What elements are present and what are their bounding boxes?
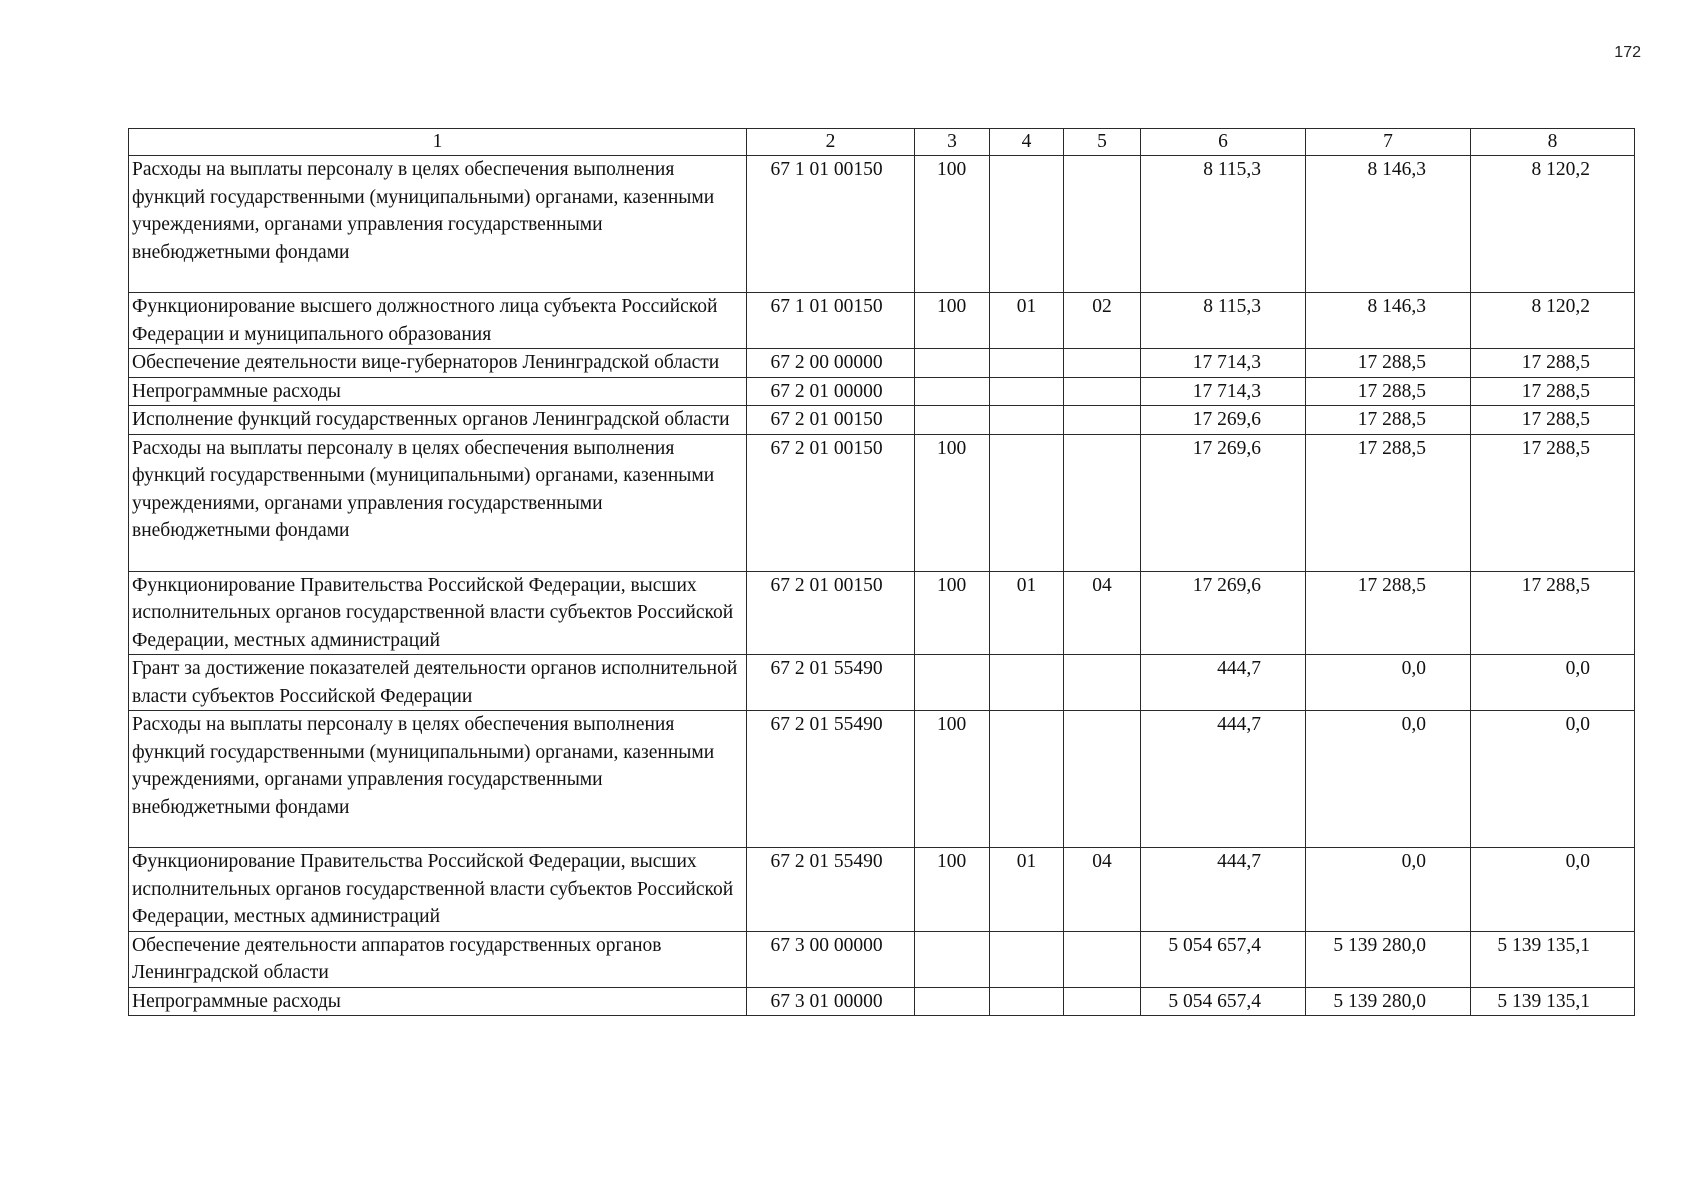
cell-amount-7: 5 139 280,0 [1306,931,1471,987]
cell-target-code: 67 2 01 00150 [747,406,915,435]
cell-name: Расходы на выплаты персоналу в целях обеспечения выполнения функций государственными (муниципальными) органами, казенными учреждениями, органами управления государственными внебюджетными фондами [129,711,747,848]
cell-section [990,156,1064,293]
cell-section: 01 [990,848,1064,932]
cell-name: Расходы на выплаты персоналу в целях обеспечения выполнения функций государственными (муниципальными) органами, казенными учреждениями, органами управления государственными внебюджетными фондами [129,434,747,571]
table-row [129,156,1635,293]
cell-amount-7: 17 288,5 [1306,571,1471,655]
cell-subsection [1064,655,1141,711]
cell-expense-type [915,377,990,406]
header-col-4: 4 [990,129,1064,156]
cell-target-code: 67 1 01 00150 [747,156,915,293]
cell-name: Функционирование Правительства Российской Федерации, высших исполнительных органов государственной власти субъектов Российской Федерации, местных администраций [129,848,747,932]
cell-target-code: 67 3 00 00000 [747,931,915,987]
header-col-1: 1 [129,129,747,156]
cell-name: Функционирование Правительства Российской Федерации, высших исполнительных органов государственной власти субъектов Российской Федерации, местных администраций [129,571,747,655]
cell-subsection [1064,987,1141,1016]
cell-subsection [1064,931,1141,987]
cell-amount-8: 0,0 [1471,655,1635,711]
table-row [129,848,1635,932]
header-col-7: 7 [1306,129,1471,156]
cell-expense-type: 100 [915,711,990,848]
header-col-5: 5 [1064,129,1141,156]
cell-amount-6: 5 054 657,4 [1141,987,1306,1016]
cell-name: Обеспечение деятельности вице-губернаторов Ленинградской области [129,349,747,378]
cell-amount-6: 8 115,3 [1141,293,1306,349]
cell-amount-6: 17 269,6 [1141,571,1306,655]
cell-section [990,377,1064,406]
header-row [129,129,1635,156]
cell-subsection [1064,349,1141,378]
cell-amount-6: 17 269,6 [1141,406,1306,435]
cell-expense-type: 100 [915,848,990,932]
cell-amount-7: 5 139 280,0 [1306,987,1471,1016]
cell-amount-6: 17 269,6 [1141,434,1306,571]
cell-expense-type: 100 [915,293,990,349]
cell-expense-type [915,406,990,435]
header-col-2: 2 [747,129,915,156]
cell-name: Непрограммные расходы [129,377,747,406]
cell-target-code: 67 2 00 00000 [747,349,915,378]
cell-name: Расходы на выплаты персоналу в целях обеспечения выполнения функций государственными (муниципальными) органами, казенными учреждениями, органами управления государственными внебюджетными фондами [129,156,747,293]
cell-expense-type [915,349,990,378]
cell-target-code: 67 1 01 00150 [747,293,915,349]
cell-section: 01 [990,293,1064,349]
cell-amount-8: 8 120,2 [1471,156,1635,293]
table-row [129,655,1635,711]
cell-amount-6: 5 054 657,4 [1141,931,1306,987]
cell-section [990,931,1064,987]
cell-amount-7: 17 288,5 [1306,434,1471,571]
cell-section [990,434,1064,571]
cell-subsection [1064,156,1141,293]
table-row [129,711,1635,848]
cell-amount-7: 17 288,5 [1306,406,1471,435]
cell-section [990,987,1064,1016]
cell-amount-6: 444,7 [1141,711,1306,848]
cell-subsection: 04 [1064,571,1141,655]
page-number: 172 [1614,44,1641,61]
cell-amount-7: 0,0 [1306,655,1471,711]
cell-amount-8: 0,0 [1471,848,1635,932]
budget-table-container [128,128,1634,1016]
cell-expense-type [915,655,990,711]
table-row [129,377,1635,406]
cell-section [990,711,1064,848]
cell-amount-7: 8 146,3 [1306,293,1471,349]
header-col-8: 8 [1471,129,1635,156]
cell-amount-8: 0,0 [1471,711,1635,848]
cell-section [990,655,1064,711]
cell-target-code: 67 2 01 55490 [747,655,915,711]
cell-amount-6: 17 714,3 [1141,377,1306,406]
header-col-6: 6 [1141,129,1306,156]
table-row [129,931,1635,987]
cell-subsection: 04 [1064,848,1141,932]
cell-amount-8: 5 139 135,1 [1471,987,1635,1016]
cell-expense-type [915,987,990,1016]
cell-expense-type: 100 [915,571,990,655]
cell-section [990,406,1064,435]
cell-amount-7: 17 288,5 [1306,377,1471,406]
header-col-3: 3 [915,129,990,156]
cell-name: Обеспечение деятельности аппаратов государственных органов Ленинградской области [129,931,747,987]
cell-subsection [1064,406,1141,435]
cell-target-code: 67 3 01 00000 [747,987,915,1016]
cell-amount-8: 5 139 135,1 [1471,931,1635,987]
budget-table [128,128,1635,1016]
table-row [129,987,1635,1016]
cell-amount-7: 0,0 [1306,711,1471,848]
cell-subsection [1064,711,1141,848]
cell-expense-type [915,931,990,987]
cell-amount-7: 17 288,5 [1306,349,1471,378]
table-row [129,434,1635,571]
cell-target-code: 67 2 01 00000 [747,377,915,406]
cell-target-code: 67 2 01 00150 [747,434,915,571]
cell-subsection [1064,434,1141,571]
cell-target-code: 67 2 01 55490 [747,848,915,932]
cell-section: 01 [990,571,1064,655]
cell-name: Грант за достижение показателей деятельности органов исполнительной власти субъектов Российской Федерации [129,655,747,711]
table-row [129,406,1635,435]
cell-amount-6: 444,7 [1141,848,1306,932]
cell-amount-6: 8 115,3 [1141,156,1306,293]
cell-amount-8: 17 288,5 [1471,406,1635,435]
cell-amount-8: 8 120,2 [1471,293,1635,349]
cell-amount-6: 17 714,3 [1141,349,1306,378]
cell-amount-8: 17 288,5 [1471,377,1635,406]
cell-amount-6: 444,7 [1141,655,1306,711]
cell-name: Функционирование высшего должностного лица субъекта Российской Федерации и муниципального образования [129,293,747,349]
cell-amount-8: 17 288,5 [1471,434,1635,571]
table-row [129,349,1635,378]
cell-expense-type: 100 [915,434,990,571]
table-row [129,571,1635,655]
cell-expense-type: 100 [915,156,990,293]
table-row [129,293,1635,349]
cell-target-code: 67 2 01 55490 [747,711,915,848]
cell-amount-7: 8 146,3 [1306,156,1471,293]
cell-target-code: 67 2 01 00150 [747,571,915,655]
cell-amount-7: 0,0 [1306,848,1471,932]
cell-name: Непрограммные расходы [129,987,747,1016]
cell-name: Исполнение функций государственных органов Ленинградской области [129,406,747,435]
cell-subsection [1064,377,1141,406]
cell-amount-8: 17 288,5 [1471,571,1635,655]
cell-subsection: 02 [1064,293,1141,349]
cell-section [990,349,1064,378]
cell-amount-8: 17 288,5 [1471,349,1635,378]
